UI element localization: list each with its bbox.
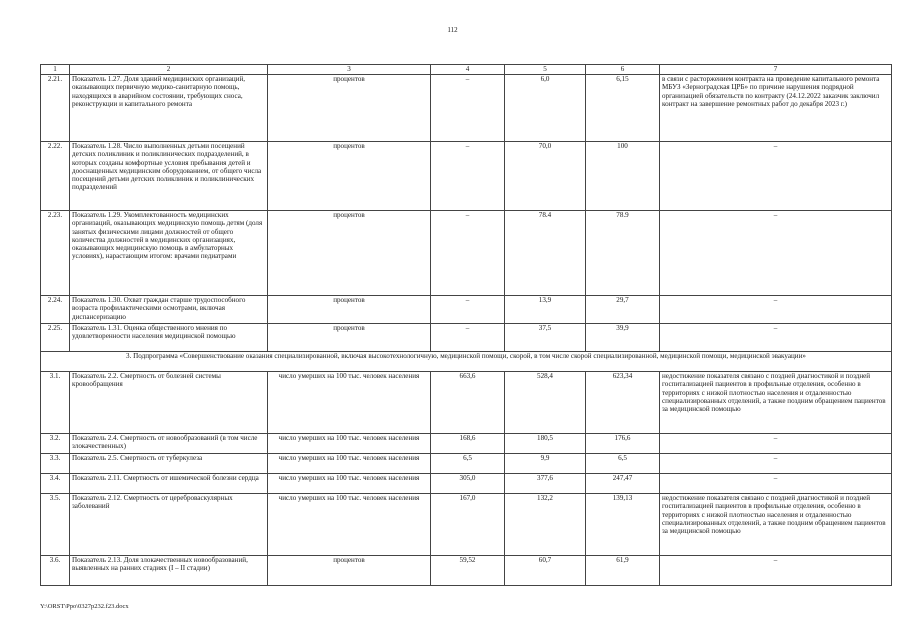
value-col5: 13,9: [505, 296, 586, 324]
value-col4: –: [431, 324, 505, 352]
value-col5: 132,2: [505, 494, 586, 556]
table-row: [41, 556, 892, 586]
value-col4: 663,6: [431, 372, 505, 434]
row-number: 3.3.: [41, 454, 70, 474]
value-col5: 70,0: [505, 142, 586, 211]
row-number: 3.1.: [41, 372, 70, 434]
indicator-name: Показатель 2.2. Смертность от болезней системы кровообращения: [70, 372, 268, 434]
indicator-name: Показатель 1.31. Оценка общественного мнения по удовлетворенности населения медицинской помощью: [70, 324, 268, 352]
value-col5: 37,5: [505, 324, 586, 352]
unit-cell: число умерших на 100 тыс. человек населения: [268, 474, 431, 494]
indicator-name: Показатель 2.12. Смертность от цереброваскулярных заболеваний: [70, 494, 268, 556]
indicator-name: Показатель 1.30. Охват граждан старше трудоспособного возраста профилактическими осмотрами, включая диспансеризацию: [70, 296, 268, 324]
note-cell: в связи с расторжением контракта на проведение капитального ремонта МБУЗ «Зерноградская ЦРБ» по причине нарушения подрядной организацией обязательств по контракту (24.12.2022 заказчик заключил контракт на завершение ремонтных работ до декабря 2023 г.): [660, 75, 892, 142]
unit-cell: процентов: [268, 296, 431, 324]
unit-cell: процентов: [268, 211, 431, 296]
unit-cell: число умерших на 100 тыс. человек населения: [268, 454, 431, 474]
note-cell: –: [660, 454, 892, 474]
table-row: [41, 296, 892, 324]
unit-cell: число умерших на 100 тыс. человек населения: [268, 372, 431, 434]
section-title: 3. Подпрограмма «Совершенствование оказания специализированной, включая высокотехнологичную, медицинской помощи, скорой, в том числе скорой специализированной, медицинской помощи, медицинской эвакуации»: [41, 352, 892, 372]
value-col6: 176,6: [586, 434, 660, 454]
value-col6: 78.9: [586, 211, 660, 296]
value-col6: 61,9: [586, 556, 660, 586]
note-cell: –: [660, 296, 892, 324]
table-row: [41, 454, 892, 474]
value-col4: 167,0: [431, 494, 505, 556]
row-number: 3.6.: [41, 556, 70, 586]
value-col6: 6,15: [586, 75, 660, 142]
unit-cell: процентов: [268, 556, 431, 586]
note-cell: недостижение показателя связано с поздней диагностикой и поздней госпитализацией пациентов в профильные отделения, особенно в территориях с низкой плотностью населения и отдаленностью специализированных отделений, а также поздним обращением пациентов за медицинской помощью: [660, 372, 892, 434]
indicator-name: Показатель 1.27. Доля зданий медицинских организаций, оказывающих первичную медико-санитарную помощь, находящихся в аварийном состоянии, требующих сноса, реконструкции и капитального ремонта: [70, 75, 268, 142]
value-col4: –: [431, 211, 505, 296]
value-col6: 39,9: [586, 324, 660, 352]
column-numbers-row: [41, 65, 892, 75]
indicator-name: Показатель 2.5. Смертность от туберкулеза: [70, 454, 268, 474]
value-col5: 60,7: [505, 556, 586, 586]
table-row: [41, 142, 892, 211]
footer-file-path: Y:\ORST\Ppo\0327p232.f23.docx: [40, 603, 129, 610]
value-col4: 6,5: [431, 454, 505, 474]
value-col5: 377,6: [505, 474, 586, 494]
indicator-name: Показатель 1.29. Укомплектованность медицинских организаций, оказывающих медицинскую помощь детям (доля занятых физическими лицами должностей от общего количества должностей в медицинских организациях, оказывающих медицинскую помощь в амбулаторных условиях), нарастающим итогом: врачами педиатрами: [70, 211, 268, 296]
column-number: 4: [431, 65, 505, 75]
note-cell: –: [660, 556, 892, 586]
unit-cell: процентов: [268, 75, 431, 142]
value-col6: 6,5: [586, 454, 660, 474]
note-cell: –: [660, 211, 892, 296]
column-number: 3: [268, 65, 431, 75]
indicator-name: Показатель 2.4. Смертность от новообразований (в том числе злокачественных): [70, 434, 268, 454]
row-number: 2.25.: [41, 324, 70, 352]
row-number: 2.22.: [41, 142, 70, 211]
table-row: [41, 75, 892, 142]
row-number: 2.23.: [41, 211, 70, 296]
indicator-name: Показатель 2.11. Смертность от ишемической болезни сердца: [70, 474, 268, 494]
value-col6: 139,13: [586, 494, 660, 556]
value-col4: 168,6: [431, 434, 505, 454]
value-col6: 100: [586, 142, 660, 211]
value-col5: 9,9: [505, 454, 586, 474]
indicator-name: Показатель 2.13. Доля злокачественных новообразований, выявленных на ранних стадиях (I – II стадии): [70, 556, 268, 586]
row-number: 3.4.: [41, 474, 70, 494]
value-col4: 305,0: [431, 474, 505, 494]
column-number: 6: [586, 65, 660, 75]
note-cell: –: [660, 474, 892, 494]
value-col6: 29,7: [586, 296, 660, 324]
table-row: [41, 474, 892, 494]
column-number: 5: [505, 65, 586, 75]
value-col5: 528,4: [505, 372, 586, 434]
value-col4: 59,52: [431, 556, 505, 586]
column-number: 1: [41, 65, 70, 75]
value-col6: 247,47: [586, 474, 660, 494]
row-number: 2.21.: [41, 75, 70, 142]
column-number: 7: [660, 65, 892, 75]
value-col5: 180,5: [505, 434, 586, 454]
unit-cell: процентов: [268, 142, 431, 211]
table-row: [41, 211, 892, 296]
table-row: [41, 324, 892, 352]
indicators-table: [40, 64, 892, 586]
table-row: [41, 372, 892, 434]
value-col4: –: [431, 142, 505, 211]
value-col6: 623,34: [586, 372, 660, 434]
value-col4: –: [431, 296, 505, 324]
value-col4: –: [431, 75, 505, 142]
value-col5: 6,0: [505, 75, 586, 142]
page-number: 112: [447, 26, 458, 34]
unit-cell: число умерших на 100 тыс. человек населения: [268, 434, 431, 454]
row-number: 3.5.: [41, 494, 70, 556]
note-cell: недостижение показателя связано с поздней диагностикой и поздней госпитализацией пациентов в профильные отделения, особенно в территориях с низкой плотностью населения и отдаленностью специализированных отделений, а также поздним обращением пациентов за медицинской помощью: [660, 494, 892, 556]
section-row: [41, 352, 892, 372]
table-row: [41, 434, 892, 454]
column-number: 2: [70, 65, 268, 75]
indicator-name: Показатель 1.28. Число выполненных детьми посещений детских поликлиник и поликлинических подразделений, в которых созданы комфортные условия пребывания детей и дооснащенных медицинским оборудованием, от общего числа посещений детьми детских поликлиник и поликлинических подразделений: [70, 142, 268, 211]
table-row: [41, 494, 892, 556]
value-col5: 78.4: [505, 211, 586, 296]
row-number: 3.2.: [41, 434, 70, 454]
note-cell: –: [660, 142, 892, 211]
unit-cell: число умерших на 100 тыс. человек населения: [268, 494, 431, 556]
note-cell: –: [660, 324, 892, 352]
note-cell: –: [660, 434, 892, 454]
row-number: 2.24.: [41, 296, 70, 324]
unit-cell: процентов: [268, 324, 431, 352]
